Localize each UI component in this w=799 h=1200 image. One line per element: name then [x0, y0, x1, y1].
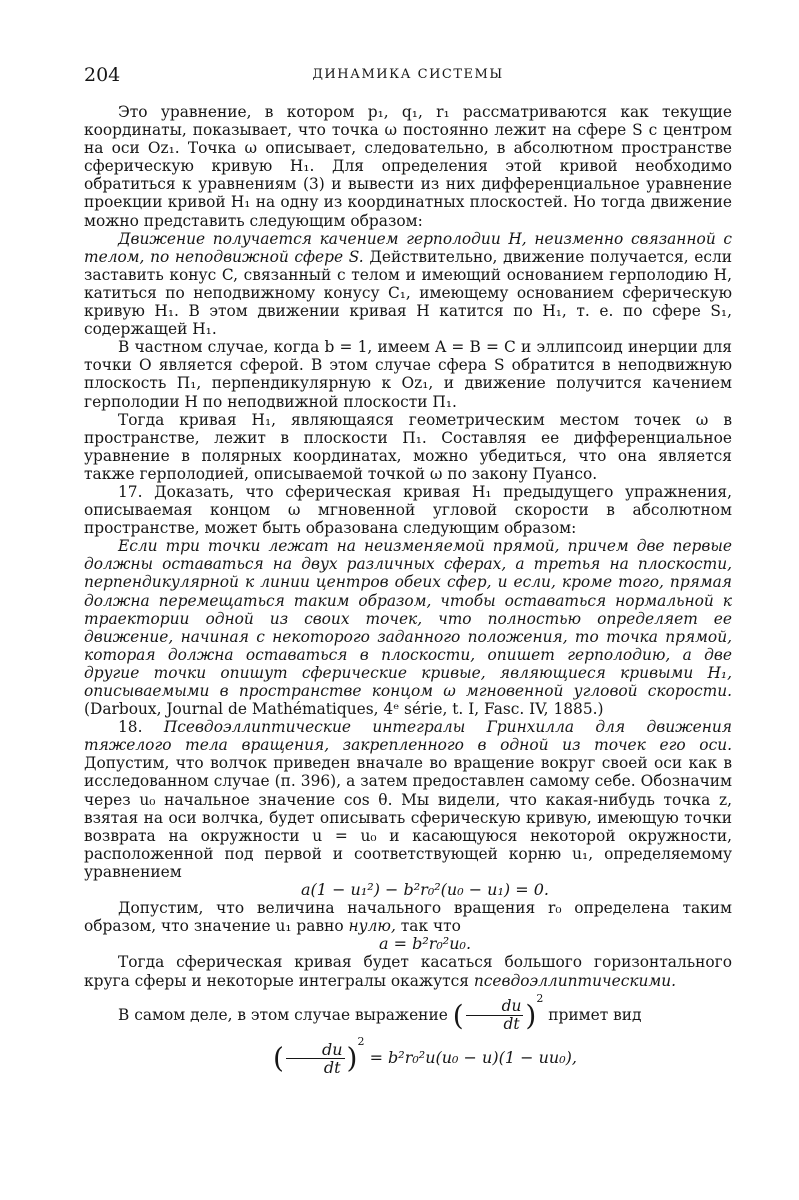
page-number: 204 [84, 64, 121, 86]
paragraph-exercise-17: 17. Доказать, что сферическая кривая H₁ предыдущего упражнения, описываемая концом ω мгновенной угловой скорости в абсолютном пространстве, может быть образована следующим образом: [84, 482, 732, 538]
derivative-expression: ( $\frac{du}{dt}$ )$^2$ [452, 991, 544, 1034]
paragraph-exercise-18: 18. Псевдоэллиптические интегралы Гринхилла для движения тяжелого тела вращения, закрепленного в одной из точек его оси. Допустим, что волчок приведен вначале во вращение вокруг своей оси как в исследованном случае (п. 396), а затем предоставлен самому себе. Обозначим через u₀ начальное значение cos θ. Мы видели, что какая-нибудь точка z, взятая на оси волчка, будет описывать сферическую кривую, имеющую точки возврата на окружности u = u₀ и касающуюся некоторой окружности, расположенной под первой и соответствующей корню u₁, определяемому уравнением [84, 718, 732, 881]
paragraph: В частном случае, когда b = 1, имеем A = B = C и эллипсоид инерции для точки O является сферой. В этом случае сфера S обратится в неподвижную плоскость Π₁, перпендикулярную к Oz₁, и движение получится качением герполодии H по неподвижной плоскости Π₁. [84, 338, 732, 411]
paragraph: Допустим, что величина начального вращения r₀ определена таким образом, что значение u₁ равно нулю, так что [84, 899, 732, 936]
paragraph: Тогда кривая H₁, являющаяся геометрическим местом точек ω в пространстве, лежит в плоскости Π₁. Составляя ее дифференциальное уравнение в полярных координатах, можно убедиться, что она является также герполодией, описываемой точкой ω по закону Пуансо. [84, 410, 732, 483]
page-body [84, 103, 732, 1076]
equation-3: ( $\frac{du}{dt}$ )$^2$ = b²r₀²u(u₀ − u)(1 − uu₀), [273, 1035, 577, 1078]
equation-1: a(1 − u₁²) − b²r₀²(u₀ − u₁) = 0. [301, 880, 549, 900]
paragraph: Движение получается качением герполодии H, неизменно связанной с телом, по неподвижной сфере S. Действительно, движение получается, если заставить конус C, связанный с телом и имеющий основанием герполодию H, катиться по неподвижному конусу C₁, имеющему основанием сферическую кривую H₁. В этом движении кривая H катится по H₁, т. е. по сфере S₁, содержащей H₁. [84, 229, 732, 339]
paragraph: Если три точки лежат на неизменяемой прямой, причем две первые должны оставаться на двух различных сферах, а третья на плоскости, перпендикулярной к линии центров обеих сфер, и если, кроме того, прямая должна перемещаться таким образом, чтобы оставаться нормальной к траектории одной из своих точек, что полностью определяет ее движение, начиная с некоторого заданного положения, то точка прямой, которая должна оставаться в плоскости, опишет герполодию, а две другие точки опишут сферические кривые, являющиеся кривыми H₁, описываемыми в пространстве концом ω мгновенной угловой скорости. (Darboux, Journal de Mathématiques, 4ᵉ série, t. I, Fasc. IV, 1885.) [84, 537, 732, 719]
running-title: ДИНАМИКА СИСТЕМЫ [312, 67, 504, 82]
equation-2: a = b²r₀²u₀. [378, 934, 472, 954]
paragraph: Это уравнение, в котором p₁, q₁, r₁ рассматриваются как текущие координаты, показывает, что точка ω постоянно лежит на сфере S с центром на оси Oz₁. Точка ω описывает, следовательно, в абсолютном пространстве сферическую кривую H₁. Для определения этой кривой необходимо обратиться к уравнениям (3) и вывести из них дифференциальное уравнение проекции кривой H₁ на одну из координатных плоскостей. Но тогда движение можно представить следующим образом: [84, 103, 732, 230]
paragraph: Тогда сферическая кривая будет касаться большого горизонтального круга сферы и некоторые интегралы окажутся псевдоэллиптическими. [84, 953, 732, 990]
page-header [84, 64, 732, 88]
paragraph-inline-derivative: В самом деле, в этом случае выражение ( $\frac{du}{dt}$ )$^2$ примет вид [118, 991, 642, 1034]
